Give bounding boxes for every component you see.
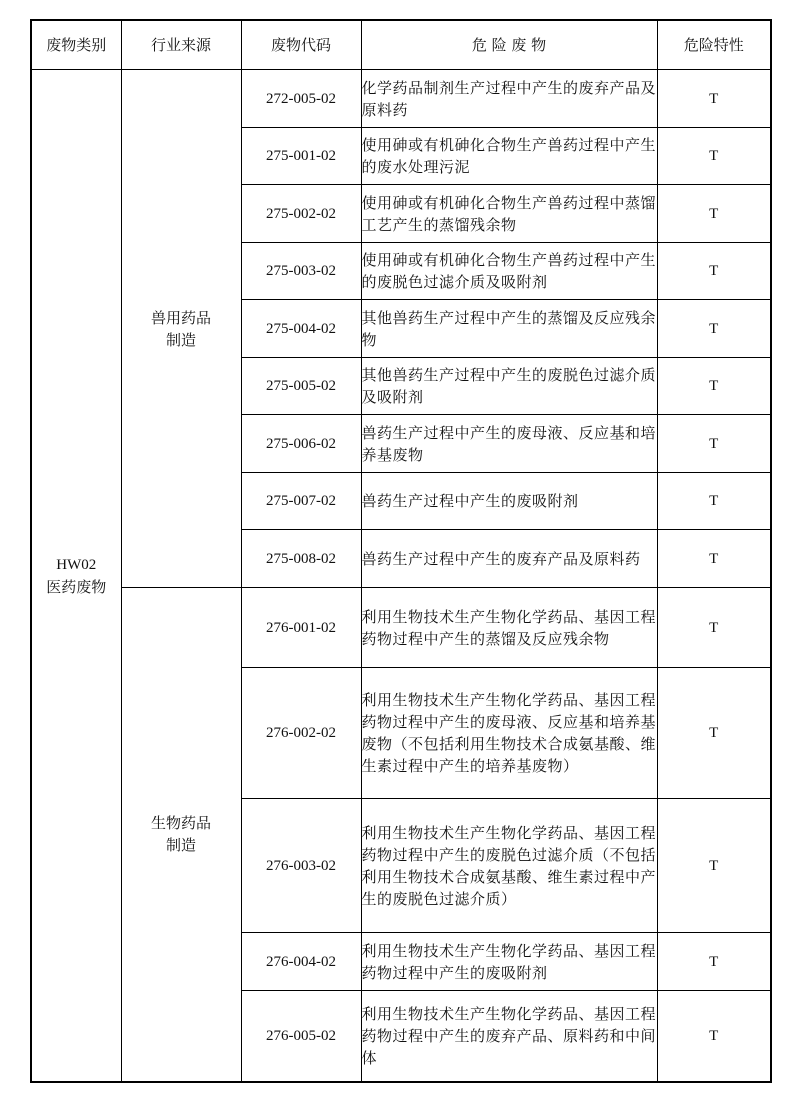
waste-code: 276-005-02: [241, 991, 361, 1082]
waste-description: 兽药生产过程中产生的废吸附剂: [361, 473, 657, 530]
hazard-characteristic: T: [657, 473, 771, 530]
waste-code: 276-004-02: [241, 933, 361, 991]
table-row: [31, 588, 771, 668]
category-name: 医药废物: [46, 577, 107, 596]
header-waste: 危 险 废 物: [361, 20, 657, 70]
table-header-row: [31, 20, 771, 70]
hazard-characteristic: T: [657, 128, 771, 185]
waste-description: 利用生物技术生产生物化学药品、基因工程药物过程中产生的废母液、反应基和培养基废物（不包括利用生物技术合成氨基酸、维生素过程中产生的培养基废物）: [361, 668, 657, 799]
header-category: 废物类别: [31, 20, 121, 70]
waste-code: 275-007-02: [241, 473, 361, 530]
hazardous-waste-table: [30, 19, 772, 1083]
hazard-characteristic: T: [657, 530, 771, 588]
hazard-characteristic: T: [657, 300, 771, 358]
hazard-characteristic: T: [657, 991, 771, 1082]
waste-code: 272-005-02: [241, 70, 361, 128]
waste-description: 其他兽药生产过程中产生的蒸馏及反应残余物: [361, 300, 657, 358]
source-label-line: 兽用药品: [150, 308, 211, 327]
waste-code: 275-003-02: [241, 243, 361, 300]
waste-code: 275-004-02: [241, 300, 361, 358]
waste-description: 利用生物技术生产生物化学药品、基因工程药物过程中产生的蒸馏及反应残余物: [361, 588, 657, 668]
source-label-line: 制造: [165, 330, 196, 349]
waste-code: 276-001-02: [241, 588, 361, 668]
waste-description: 其他兽药生产过程中产生的废脱色过滤介质及吸附剂: [361, 358, 657, 415]
source-cell: [121, 588, 241, 1082]
category-code: HW02: [56, 556, 97, 573]
hazard-characteristic: T: [657, 70, 771, 128]
source-label-line: 制造: [165, 836, 196, 855]
header-code: 废物代码: [241, 20, 361, 70]
waste-code: 275-002-02: [241, 185, 361, 243]
waste-code: 276-002-02: [241, 668, 361, 799]
source-label-line: 生物药品: [150, 814, 211, 833]
waste-description: 使用砷或有机砷化合物生产兽药过程中产生的废水处理污泥: [361, 128, 657, 185]
hazard-characteristic: T: [657, 358, 771, 415]
source-cell: [121, 70, 241, 588]
waste-code: 275-006-02: [241, 415, 361, 473]
hazard-characteristic: T: [657, 668, 771, 799]
header-source: 行业来源: [121, 20, 241, 70]
waste-description: 使用砷或有机砷化合物生产兽药过程中蒸馏工艺产生的蒸馏残余物: [361, 185, 657, 243]
header-hazard: 危险特性: [657, 20, 771, 70]
hazard-characteristic: T: [657, 185, 771, 243]
hazard-characteristic: T: [657, 243, 771, 300]
category-cell: [31, 70, 121, 1082]
hazard-characteristic: T: [657, 415, 771, 473]
hazard-characteristic: T: [657, 799, 771, 933]
waste-description: 利用生物技术生产生物化学药品、基因工程药物过程中产生的废弃产品、原料药和中间体: [361, 991, 657, 1082]
waste-description: 使用砷或有机砷化合物生产兽药过程中产生的废脱色过滤介质及吸附剂: [361, 243, 657, 300]
waste-description: 兽药生产过程中产生的废弃产品及原料药: [361, 530, 657, 588]
waste-description: 化学药品制剂生产过程中产生的废弃产品及原料药: [361, 70, 657, 128]
table-body: [31, 70, 771, 1082]
waste-description: 利用生物技术生产生物化学药品、基因工程药物过程中产生的废脱色过滤介质（不包括利用生物技术合成氨基酸、维生素过程中产生的废脱色过滤介质）: [361, 799, 657, 933]
hazard-characteristic: T: [657, 933, 771, 991]
waste-code: 276-003-02: [241, 799, 361, 933]
waste-description: 兽药生产过程中产生的废母液、反应基和培养基废物: [361, 415, 657, 473]
waste-code: 275-001-02: [241, 128, 361, 185]
hazard-characteristic: T: [657, 588, 771, 668]
waste-description: 利用生物技术生产生物化学药品、基因工程药物过程中产生的废吸附剂: [361, 933, 657, 991]
waste-code: 275-008-02: [241, 530, 361, 588]
table-row: [31, 70, 771, 128]
waste-code: 275-005-02: [241, 358, 361, 415]
